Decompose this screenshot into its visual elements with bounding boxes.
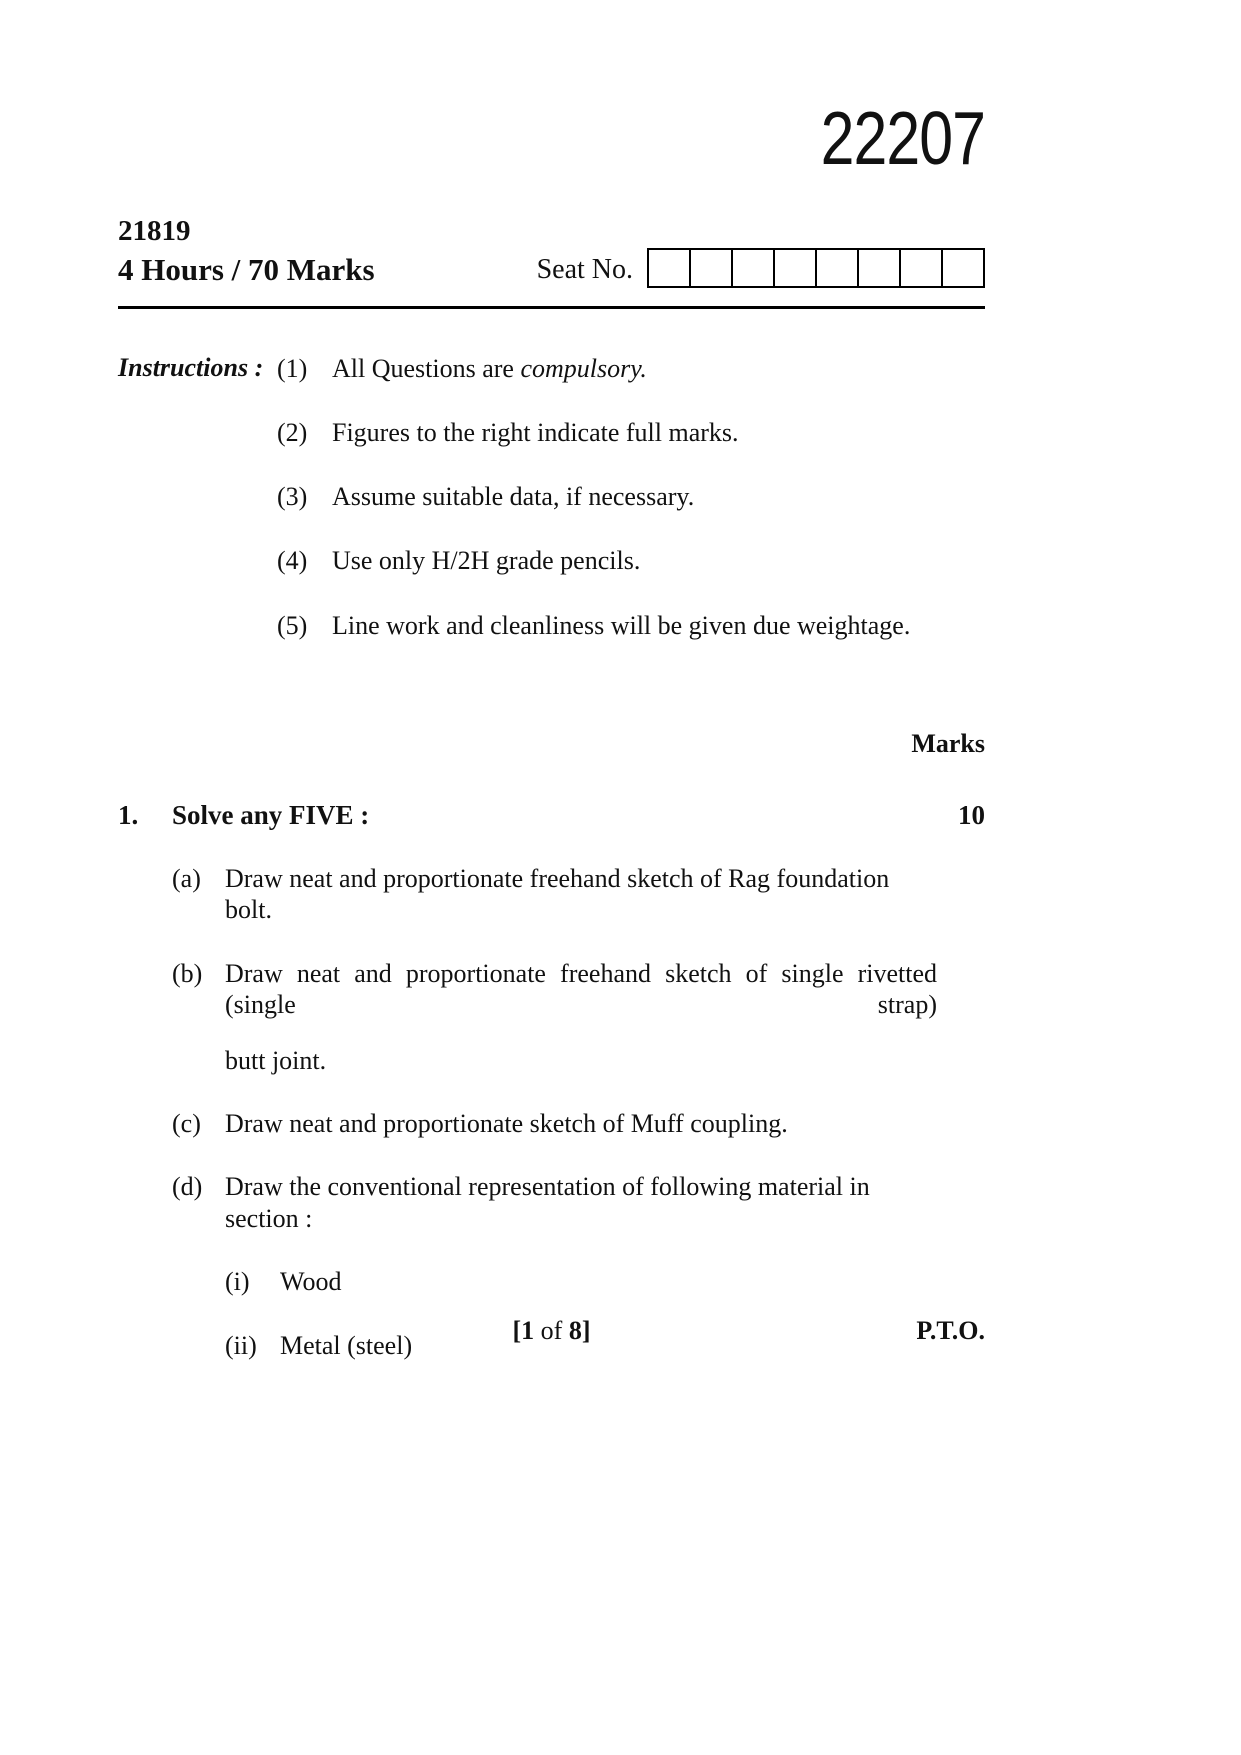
instruction-text-italic: compulsory. xyxy=(520,353,647,383)
sub-question-text-line2: butt joint. xyxy=(225,1045,327,1075)
instruction-text: Use only H/2H grade pencils. xyxy=(332,546,641,576)
page-indicator-open: [1 xyxy=(512,1316,535,1345)
seat-box-cell xyxy=(901,250,943,286)
sub-question-text xyxy=(225,958,937,1077)
material-item-text: Wood xyxy=(280,1266,342,1296)
instruction-text-prefix: All Questions are xyxy=(332,353,521,383)
paper-code-row xyxy=(118,0,985,181)
instruction-item xyxy=(277,417,985,448)
sub-questions xyxy=(172,863,985,1394)
sub-question-text xyxy=(225,1171,937,1394)
header-divider xyxy=(118,306,985,309)
sub-question-label: (d) xyxy=(172,1172,203,1202)
instruction-text: Assume suitable data, if necessary. xyxy=(332,482,695,512)
sub-question-d-items xyxy=(225,1266,937,1361)
page-indicator xyxy=(512,1316,590,1345)
instructions-list xyxy=(277,353,985,674)
page-indicator-close: 8] xyxy=(568,1316,591,1345)
instruction-item xyxy=(277,353,985,384)
seat-box-cell xyxy=(649,250,691,286)
question-title: Solve any FIVE : xyxy=(172,799,370,830)
question-1-heading xyxy=(118,799,985,831)
seat-boxes xyxy=(647,248,985,288)
instructions-label: Instructions : xyxy=(118,352,264,382)
material-item-label: (ii) xyxy=(225,1330,257,1360)
sub-question-text-line1: Draw neat and proportionate freehand sketch of single rivetted (single strap) xyxy=(225,958,937,1019)
seat-box-cell xyxy=(859,250,901,286)
instructions-section xyxy=(118,353,985,674)
seat-box-cell xyxy=(943,250,983,286)
instruction-number: (1) xyxy=(277,353,308,383)
sub-question-d-text: Draw the conventional representation of following material in section : xyxy=(225,1172,870,1233)
sub-question-c xyxy=(172,1108,985,1139)
sub-question-label: (c) xyxy=(172,1109,201,1139)
instruction-number: (5) xyxy=(277,610,308,640)
paper-code: 22207 xyxy=(820,95,985,181)
sub-question-a xyxy=(172,863,985,925)
instruction-text: Figures to the right indicate full marks. xyxy=(332,418,739,448)
material-item-wood xyxy=(225,1266,937,1297)
seat-number-label: Seat No. xyxy=(536,253,633,285)
seat-box-cell xyxy=(733,250,775,286)
instruction-number: (4) xyxy=(277,546,308,576)
header-left xyxy=(118,212,375,290)
pto-label: P.T.O. xyxy=(916,1316,985,1345)
sub-question-d xyxy=(172,1171,985,1394)
sub-question-label: (b) xyxy=(172,958,203,988)
exam-code: 21819 xyxy=(118,215,191,247)
page-indicator-of: of xyxy=(540,1316,563,1345)
sub-question-label: (a) xyxy=(172,864,201,894)
sub-question-b xyxy=(172,958,985,1077)
page-footer xyxy=(118,1316,985,1346)
instruction-item xyxy=(277,481,985,512)
material-item-text: Metal (steel) xyxy=(280,1330,413,1360)
instruction-item xyxy=(277,610,985,641)
seat-box-cell xyxy=(817,250,859,286)
instruction-text xyxy=(332,353,985,384)
question-marks: 10 xyxy=(958,799,985,830)
material-item-label: (i) xyxy=(225,1266,250,1296)
seat-box-cell xyxy=(691,250,733,286)
seat-box-cell xyxy=(775,250,817,286)
instruction-number: (3) xyxy=(277,482,308,512)
instruction-number: (2) xyxy=(277,418,308,448)
sub-question-text: Draw neat and proportionate sketch of Muff coupling. xyxy=(225,1109,788,1139)
seat-number-area xyxy=(375,248,985,290)
question-number: 1. xyxy=(118,799,139,830)
instruction-item xyxy=(277,545,985,576)
instruction-text: Line work and cleanliness will be given due weightage. xyxy=(332,610,911,640)
sub-question-text: Draw neat and proportionate freehand sketch of Rag foundation bolt. xyxy=(225,864,890,925)
marks-column-header: Marks xyxy=(911,728,985,758)
header xyxy=(118,212,985,290)
duration-marks: 4 Hours / 70 Marks xyxy=(118,252,375,288)
